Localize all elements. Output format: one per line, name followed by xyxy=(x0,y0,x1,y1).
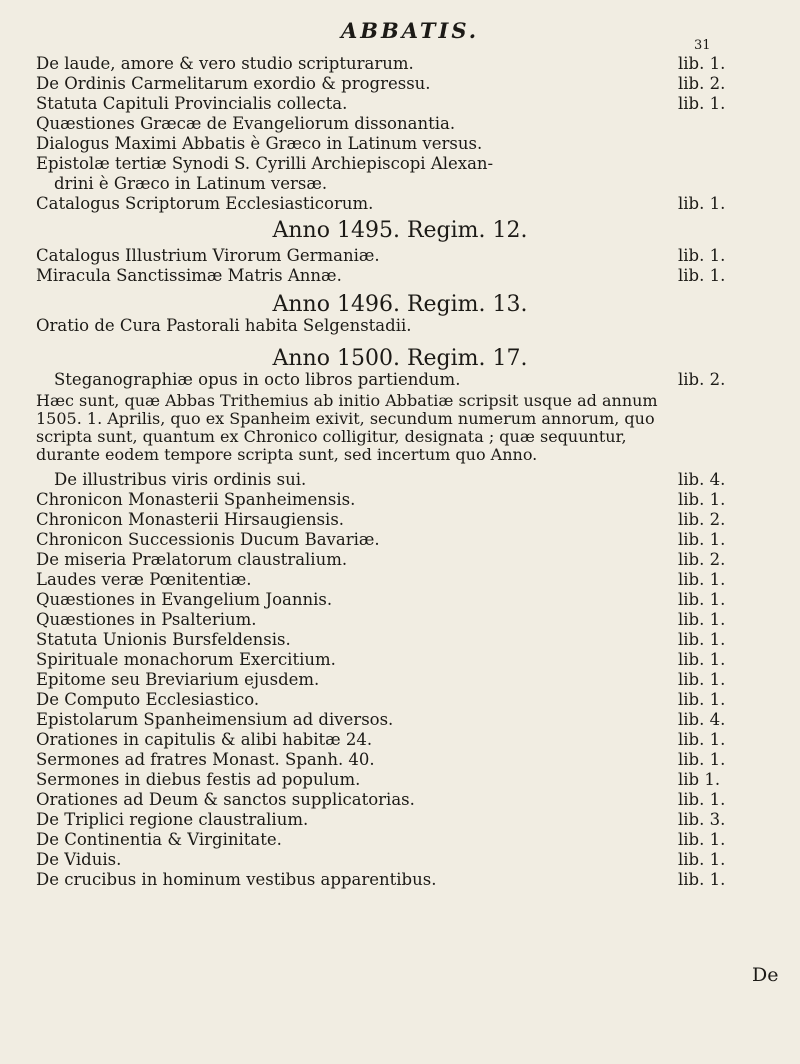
book-count: lib. 4. xyxy=(678,470,726,489)
book-count: lib. 1. xyxy=(678,650,726,669)
book-count: lib. 2. xyxy=(678,74,726,93)
catalog-entry: Orationes in capitulis & alibi habitæ 24. xyxy=(36,730,373,749)
catalog-entry: Quæstiones Græcæ de Evangeliorum dissonantia. xyxy=(36,114,456,133)
catalog-entry: Laudes veræ Pœnitentiæ. xyxy=(36,570,252,589)
book-count: lib. 1. xyxy=(678,730,726,749)
book-count: lib. 1. xyxy=(678,870,726,889)
catalog-entry: drini è Græco in Latinum versæ. xyxy=(54,174,328,193)
book-count: lib. 1. xyxy=(678,490,726,509)
catalog-entry: Epistolarum Spanheimensium ad diversos. xyxy=(36,710,394,729)
catalog-entry: Dialogus Maximi Abbatis è Græco in Latinum versus. xyxy=(36,134,483,153)
catalog-entry: Epitome seu Breviarium ejusdem. xyxy=(36,670,320,689)
book-count: lib. 1. xyxy=(678,750,726,769)
year-heading: Anno 1500. Regim. 17. xyxy=(272,346,528,371)
book-count: lib. 1. xyxy=(678,530,726,549)
catalog-entry: Catalogus Illustrium Virorum Germaniæ. xyxy=(36,246,380,265)
running-head: ABBATIS. xyxy=(340,18,480,43)
book-count: lib. 3. xyxy=(678,810,726,829)
catalog-entry: Epistolæ tertiæ Synodi S. Cyrilli Archiepiscopi Alexan- xyxy=(36,154,494,173)
book-count: lib. 2. xyxy=(678,510,726,529)
paragraph-line: scripta sunt, quantum ex Chronico colligitur, designata ; quæ sequuntur, xyxy=(36,427,627,446)
book-count: lib. 1. xyxy=(678,790,726,809)
catalog-entry: Catalogus Scriptorum Ecclesiasticorum. xyxy=(36,194,374,213)
paragraph-line: 1505. 1. Aprilis, quo ex Spanheim exivit, secundum numerum annorum, quo xyxy=(36,409,655,428)
catalog-entry: Quæstiones in Evangelium Joannis. xyxy=(36,590,333,609)
catalog-entry: De laude, amore & vero studio scripturarum. xyxy=(36,54,414,73)
book-count: lib 1. xyxy=(678,770,721,789)
book-count: lib. 1. xyxy=(678,246,726,265)
paragraph-line: Hæc sunt, quæ Abbas Trithemius ab initio Abbatiæ scripsit usque ad annum xyxy=(36,391,658,410)
book-count: lib. 1. xyxy=(678,194,726,213)
catalog-entry: De Continentia & Virginitate. xyxy=(36,830,282,849)
book-count: lib. 1. xyxy=(678,266,726,285)
catalog-entry: Orationes ad Deum & sanctos supplicatorias. xyxy=(36,790,415,809)
year-heading: Anno 1495. Regim. 12. xyxy=(272,218,528,243)
catalog-entry: Spirituale monachorum Exercitium. xyxy=(36,650,336,669)
book-count: lib. 1. xyxy=(678,830,726,849)
book-count: lib. 1. xyxy=(678,570,726,589)
catalog-entry: Sermones in diebus festis ad populum. xyxy=(36,770,361,789)
catalog-entry: De Viduis. xyxy=(36,850,122,869)
catalog-entry: Chronicon Monasterii Hirsaugiensis. xyxy=(36,510,345,529)
catalog-entry: Chronicon Monasterii Spanheimensis. xyxy=(36,490,356,509)
catalog-entry: De illustribus viris ordinis sui. xyxy=(54,470,307,489)
catalog-entry: De Triplici regione claustralium. xyxy=(36,810,309,829)
catalog-entry: Oratio de Cura Pastorali habita Selgenstadii. xyxy=(36,316,412,335)
book-count: lib. 4. xyxy=(678,710,726,729)
catalog-entry: Chronicon Successionis Ducum Bavariæ. xyxy=(36,530,380,549)
catalog-entry: Quæstiones in Psalterium. xyxy=(36,610,257,629)
book-count: lib. 1. xyxy=(678,94,726,113)
catalog-entry: Miracula Sanctissimæ Matris Annæ. xyxy=(36,266,342,285)
catchword: De xyxy=(752,964,779,986)
catalog-entry: De crucibus in hominum vestibus apparentibus. xyxy=(36,870,437,889)
book-count: lib. 1. xyxy=(678,610,726,629)
book-count: lib. 1. xyxy=(678,670,726,689)
book-count: lib. 1. xyxy=(678,590,726,609)
year-heading: Anno 1496. Regim. 13. xyxy=(272,292,528,317)
book-count: lib. 1. xyxy=(678,630,726,649)
catalog-entry: De Computo Ecclesiastico. xyxy=(36,690,260,709)
catalog-entry: Statuta Unionis Bursfeldensis. xyxy=(36,630,291,649)
catalog-entry: Steganographiæ opus in octo libros partiendum. xyxy=(54,370,461,389)
book-count: lib. 2. xyxy=(678,550,726,569)
catalog-entry: De Ordinis Carmelitarum exordio & progressu. xyxy=(36,74,431,93)
folio-number: 31 xyxy=(694,38,711,53)
note-paragraph xyxy=(36,392,766,464)
catalog-entry: De miseria Prælatorum claustralium. xyxy=(36,550,348,569)
book-count: lib. 1. xyxy=(678,54,726,73)
catalog-entry: Statuta Capituli Provincialis collecta. xyxy=(36,94,348,113)
book-count: lib. 1. xyxy=(678,690,726,709)
paragraph-line: durante eodem tempore scripta sunt, sed incertum quo Anno. xyxy=(36,445,538,464)
book-count: lib. 1. xyxy=(678,850,726,869)
catalog-entry: Sermones ad fratres Monast. Spanh. 40. xyxy=(36,750,375,769)
book-count: lib. 2. xyxy=(678,370,726,389)
